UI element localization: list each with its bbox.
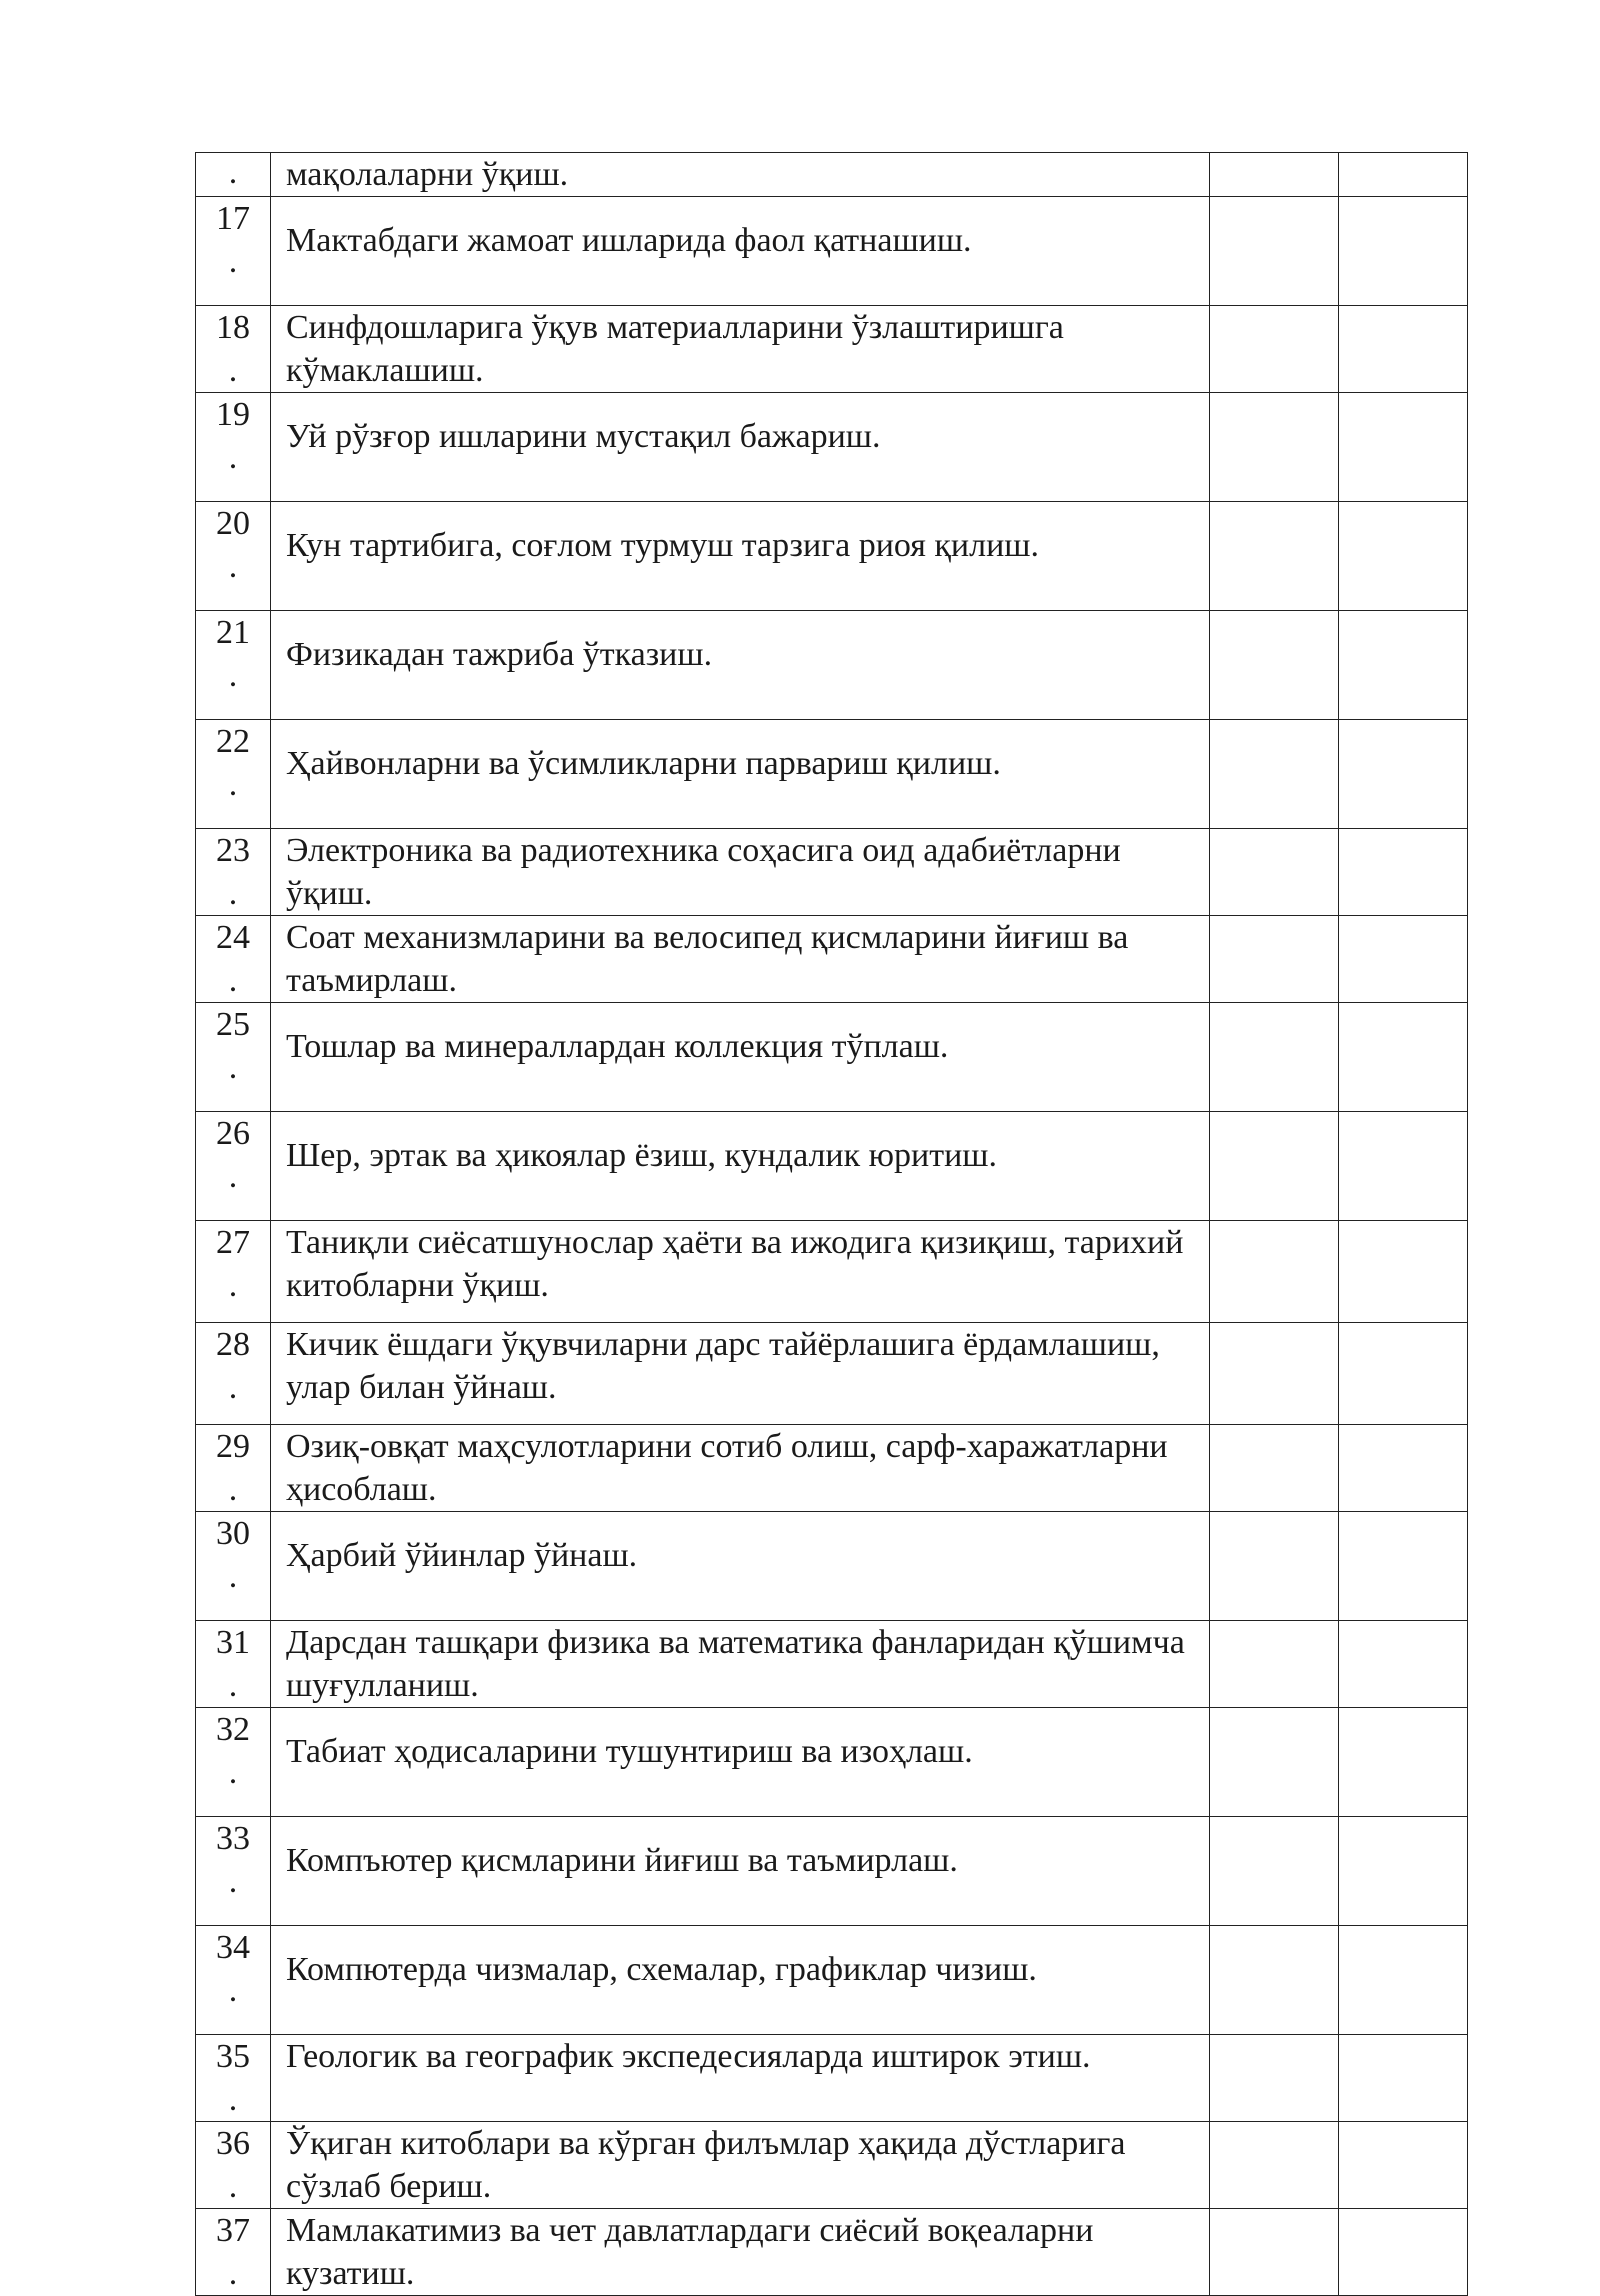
answer-cell-1[interactable] (1210, 611, 1339, 720)
row-text: Электроника ва радиотехника соҳасига оид адабиётларни ўқиш. (286, 832, 1121, 912)
row-text: Кичик ёшдаги ўқувчиларни дарс тайёрлашига ёрдамлашиш, улар билан ўйнаш. (286, 1326, 1160, 1406)
row-number: 29 (216, 1428, 250, 1465)
answer-cell-1[interactable] (1210, 916, 1339, 1003)
row-number-cell (196, 1425, 271, 1512)
table-row (196, 197, 1468, 306)
row-number-cell (196, 829, 271, 916)
answer-cell-1[interactable] (1210, 1112, 1339, 1221)
row-number-dot: . (228, 1471, 238, 1508)
row-number: 24 (216, 919, 250, 956)
row-text-cell (271, 1926, 1210, 2035)
row-number-cell (196, 1817, 271, 1926)
row-number-cell (196, 306, 271, 393)
row-number-dot: . (228, 243, 238, 280)
row-number-dot: . (228, 1158, 238, 1195)
row-text-cell (271, 1708, 1210, 1817)
row-number: 31 (216, 1624, 250, 1661)
row-number-dot: . (228, 548, 238, 585)
answer-cell-2[interactable] (1339, 1425, 1468, 1512)
row-text-cell (271, 393, 1210, 502)
answer-cell-1[interactable] (1210, 1708, 1339, 1817)
row-number-dot: . (228, 1049, 238, 1086)
row-number: 36 (216, 2125, 250, 2162)
table-row (196, 1323, 1468, 1425)
row-text: Дарсдан ташқари физика ва математика фанларидан қўшимча шуғулланиш. (286, 1624, 1185, 1704)
table-row (196, 502, 1468, 611)
row-number: 21 (216, 614, 250, 651)
row-number-cell (196, 1323, 271, 1425)
answer-cell-2[interactable] (1339, 2209, 1468, 2296)
answer-cell-1[interactable] (1210, 502, 1339, 611)
row-text-cell (271, 2209, 1210, 2296)
answer-cell-1[interactable] (1210, 720, 1339, 829)
row-text-cell (271, 153, 1210, 197)
row-text-cell (271, 1323, 1210, 1425)
row-number-dot: . (228, 2081, 238, 2118)
answer-cell-1[interactable] (1210, 1926, 1339, 2035)
row-text-cell (271, 1621, 1210, 1708)
answer-cell-2[interactable] (1339, 916, 1468, 1003)
answer-cell-1[interactable] (1210, 1817, 1339, 1926)
answer-cell-1[interactable] (1210, 1323, 1339, 1425)
row-text: Мамлакатимиз ва чет давлатлардаги сиёсий воқеаларни кузатиш. (286, 2212, 1094, 2292)
row-number: 37 (216, 2212, 250, 2249)
answer-cell-2[interactable] (1339, 393, 1468, 502)
row-text-cell (271, 720, 1210, 829)
table-row (196, 1708, 1468, 1817)
row-number: 26 (216, 1115, 250, 1152)
row-text: Таниқли сиёсатшунослар ҳаёти ва ижодига қизиқиш, тарихий китобларни ўқиш. (286, 1224, 1184, 1304)
row-number-cell (196, 502, 271, 611)
table-row (196, 916, 1468, 1003)
row-text-cell (271, 2035, 1210, 2122)
row-number: 18 (216, 309, 250, 346)
row-number-cell (196, 1621, 271, 1708)
answer-cell-2[interactable] (1339, 1221, 1468, 1323)
row-text-cell (271, 1512, 1210, 1621)
row-number-dot: . (228, 962, 238, 999)
answer-cell-2[interactable] (1339, 2035, 1468, 2122)
answer-cell-2[interactable] (1339, 306, 1468, 393)
answer-cell-1[interactable] (1210, 197, 1339, 306)
row-number: 19 (216, 396, 250, 433)
answer-cell-2[interactable] (1339, 829, 1468, 916)
table-row (196, 306, 1468, 393)
row-number: 35 (216, 2038, 250, 2075)
table-row (196, 153, 1468, 197)
row-number: 23 (216, 832, 250, 869)
row-number-dot: . (228, 352, 238, 389)
table-row (196, 1621, 1468, 1708)
row-number: 27 (216, 1224, 250, 1261)
row-text: Шер, эртак ва ҳикоялар ёзиш, кундалик юритиш. (286, 1137, 997, 1174)
row-number-dot: . (228, 875, 238, 912)
row-number-cell (196, 393, 271, 502)
row-number-cell (196, 197, 271, 306)
row-text: Тошлар ва минераллардан коллекция тўплаш. (286, 1028, 949, 1065)
row-number: 34 (216, 1929, 250, 1966)
answer-cell-2[interactable] (1339, 1708, 1468, 1817)
answer-cell-1[interactable] (1210, 829, 1339, 916)
row-number-dot: . (228, 1369, 238, 1406)
answer-cell-2[interactable] (1339, 1112, 1468, 1221)
row-text: Мактабдаги жамоат ишларида фаол қатнашиш. (286, 222, 972, 259)
table-row (196, 1926, 1468, 2035)
answer-cell-1[interactable] (1210, 2209, 1339, 2296)
table-row (196, 393, 1468, 502)
row-number-dot: . (228, 1754, 238, 1791)
answer-cell-1[interactable] (1210, 1621, 1339, 1708)
table-row (196, 1003, 1468, 1112)
row-number: 25 (216, 1006, 250, 1043)
row-number: 20 (216, 505, 250, 542)
answer-cell-2[interactable] (1339, 1323, 1468, 1425)
row-number-dot: . (228, 2255, 238, 2292)
row-text: Ҳайвонларни ва ўсимликларни парвариш қилиш. (286, 745, 1001, 782)
row-number-dot: . (228, 1972, 238, 2009)
row-text-cell (271, 1003, 1210, 1112)
row-number: 32 (216, 1711, 250, 1748)
row-text: Озиқ-овқат маҳсулотларини сотиб олиш, сарф-харажатларни ҳисоблаш. (286, 1428, 1168, 1508)
table-row (196, 720, 1468, 829)
row-text: Синфдошларига ўқув материалларини ўзлаштиришга кўмаклашиш. (286, 309, 1064, 389)
row-text-cell (271, 1112, 1210, 1221)
answer-cell-2[interactable] (1339, 1926, 1468, 2035)
row-number-cell (196, 2122, 271, 2209)
row-text-cell (271, 2122, 1210, 2209)
row-number: 22 (216, 723, 250, 760)
answer-cell-2[interactable] (1339, 2122, 1468, 2209)
row-text: Геологик ва географик экспедесияларда иштирок этиш. (286, 2038, 1091, 2075)
row-number: 30 (216, 1515, 250, 1552)
row-number-dot: . (228, 766, 238, 803)
row-text-cell (271, 829, 1210, 916)
answer-cell-2[interactable] (1339, 611, 1468, 720)
table-row (196, 1112, 1468, 1221)
row-text-cell (271, 197, 1210, 306)
table-row (196, 2209, 1468, 2296)
row-number-cell (196, 1221, 271, 1323)
row-text: Физикадан тажриба ўтказиш. (286, 636, 713, 673)
answer-cell-2[interactable] (1339, 502, 1468, 611)
answer-cell-2[interactable] (1339, 1621, 1468, 1708)
table-row (196, 1425, 1468, 1512)
row-text: Компютерда чизмалар, схемалар, графиклар чизиш. (286, 1951, 1037, 1988)
table-row (196, 1817, 1468, 1926)
answer-cell-2[interactable] (1339, 720, 1468, 829)
survey-table (195, 152, 1468, 2296)
row-number-cell (196, 611, 271, 720)
answer-cell-2[interactable] (1339, 197, 1468, 306)
row-number-cell (196, 153, 271, 197)
row-number: 28 (216, 1326, 250, 1363)
row-number-cell (196, 2209, 271, 2296)
row-number-dot: . (228, 1667, 238, 1704)
table-row (196, 2122, 1468, 2209)
row-number-cell (196, 1112, 271, 1221)
row-text-cell (271, 1425, 1210, 1512)
answer-cell-2[interactable] (1339, 1003, 1468, 1112)
answer-cell-2[interactable] (1339, 1817, 1468, 1926)
row-number: 17 (216, 200, 250, 237)
table-row (196, 2035, 1468, 2122)
row-text: Табиат ҳодисаларини тушунтириш ва изоҳлаш. (286, 1733, 973, 1770)
row-text-cell (271, 916, 1210, 1003)
answer-cell-1[interactable] (1210, 393, 1339, 502)
answer-cell-1[interactable] (1210, 1003, 1339, 1112)
row-number: 33 (216, 1820, 250, 1857)
row-number-cell (196, 2035, 271, 2122)
answer-cell-1[interactable] (1210, 153, 1339, 197)
row-text: мақолаларни ўқиш. (286, 156, 569, 193)
row-text: Ўқиган китоблари ва кўрган филъмлар ҳақида дўстларига сўзлаб бериш. (286, 2125, 1126, 2205)
row-number-cell (196, 1512, 271, 1621)
row-text: Кун тартибига, соғлом турмуш тарзига риоя қилиш. (286, 527, 1039, 564)
table-row (196, 829, 1468, 916)
table-row (196, 1512, 1468, 1621)
row-number-dot: . (228, 1863, 238, 1900)
answer-cell-2[interactable] (1339, 153, 1468, 197)
row-number-cell (196, 1926, 271, 2035)
row-number-dot: . (228, 154, 238, 191)
row-number-dot: . (228, 2168, 238, 2205)
row-number-cell (196, 1003, 271, 1112)
table-row (196, 611, 1468, 720)
answer-cell-1[interactable] (1210, 2122, 1339, 2209)
row-text: Уй рўзғор ишларини мустақил бажариш. (286, 418, 881, 455)
row-text-cell (271, 502, 1210, 611)
row-text: Ҳарбий ўйинлар ўйнаш. (286, 1537, 638, 1574)
row-number-dot: . (228, 657, 238, 694)
row-number-dot: . (228, 439, 238, 476)
row-text-cell (271, 1817, 1210, 1926)
row-text-cell (271, 306, 1210, 393)
answer-cell-1[interactable] (1210, 1221, 1339, 1323)
row-text-cell (271, 1221, 1210, 1323)
answer-cell-1[interactable] (1210, 1512, 1339, 1621)
row-number-dot: . (228, 1267, 238, 1304)
row-number-cell (196, 720, 271, 829)
answer-cell-1[interactable] (1210, 2035, 1339, 2122)
answer-cell-1[interactable] (1210, 1425, 1339, 1512)
table-row (196, 1221, 1468, 1323)
row-number-dot: . (228, 1558, 238, 1595)
row-text: Соат механизмларини ва велосипед қисмларини йиғиш ва таъмирлаш. (286, 919, 1129, 999)
answer-cell-2[interactable] (1339, 1512, 1468, 1621)
row-text: Компъютер қисмларини йиғиш ва таъмирлаш. (286, 1842, 958, 1879)
row-number-cell (196, 1708, 271, 1817)
row-text-cell (271, 611, 1210, 720)
row-number-cell (196, 916, 271, 1003)
answer-cell-1[interactable] (1210, 306, 1339, 393)
